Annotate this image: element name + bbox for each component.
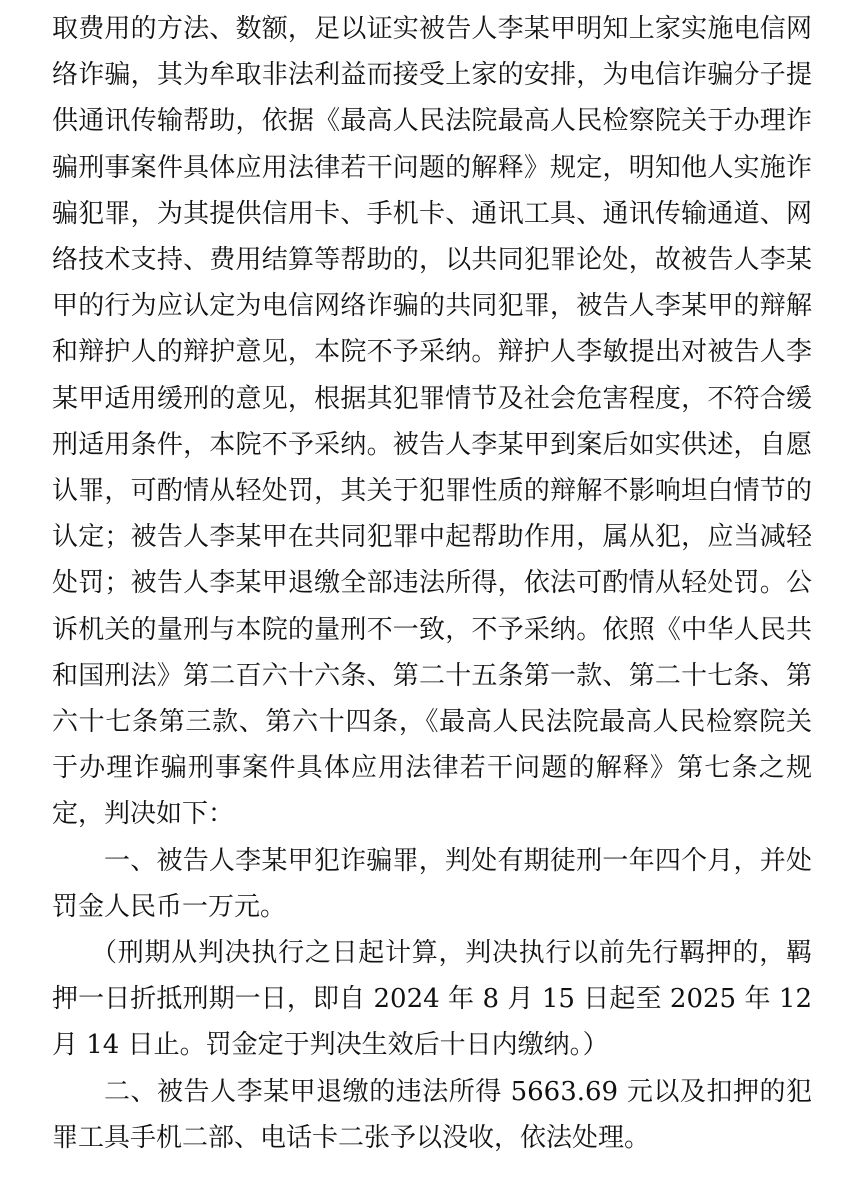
verdict-item-one: 一、被告人李某甲犯诈骗罪，判处有期徒刑一年四个月，并处罚金人民币一万元。 (52, 845, 812, 922)
document-body (52, 6, 812, 1161)
sentence-term-note: （刑期从判决执行之日起计算，判决执行以前先行羁押的，羁押一日折抵刑期一日，即自 2024 年 8 月 15 日起至 2025 年 12 月 14 日止。罚金定于判决生效后十日内缴纳。） (52, 938, 812, 1061)
reasoning-paragraph: 取费用的方法、数额，足以证实被告人李某甲明知上家实施电信网络诈骗，其为牟取非法利益而接受上家的安排，为电信诈骗分子提供通讯传输帮助，依据《最高人民法院最高人民检察院关于办理诈骗刑事案件具体应用法律若干问题的解释》规定，明知他人实施诈骗犯罪，为其提供信用卡、手机卡、通讯工具、通讯传输通道、网络技术支持、费用结算等帮助的，以共同犯罪论处，故被告人李某甲的行为应认定为电信网络诈骗的共同犯罪，被告人李某甲的辩解和辩护人的辩护意见，本院不予采纳。辩护人李敏提出对被告人李某甲适用缓刑的意见，根据其犯罪情节及社会危害程度，不符合缓刑适用条件，本院不予采纳。被告人李某甲到案后如实供述，自愿认罪，可酌情从轻处罚，其关于犯罪性质的辩解不影响坦白情节的认定；被告人李某甲在共同犯罪中起帮助作用，属从犯，应当减轻处罚；被告人李某甲退缴全部违法所得，依法可酌情从轻处罚。公诉机关的量刑与本院的量刑不一致，不予采纳。依照《中华人民共和国刑法》第二百六十六条、第二十五条第一款、第二十七条、第六十七条第三款、第六十四条，《最高人民法院最高人民检察院关于办理诈骗刑事案件具体应用法律若干问题的解释》第七条之规定，判决如下： (52, 14, 812, 830)
verdict-item-two: 二、被告人李某甲退缴的违法所得 5663.69 元以及扣押的犯罪工具手机二部、电话卡二张予以没收，依法处理。 (52, 1076, 812, 1153)
